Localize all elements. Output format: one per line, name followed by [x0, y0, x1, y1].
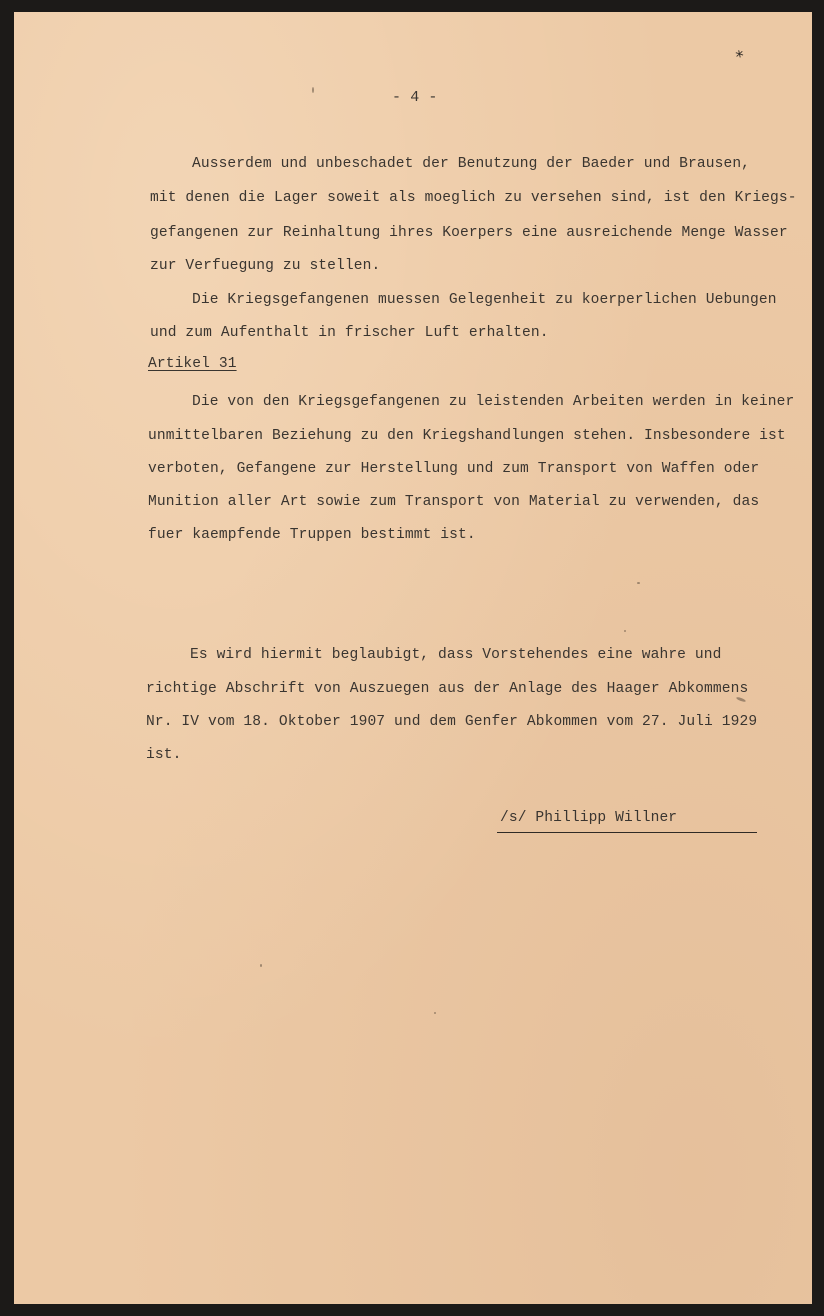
article-line: Die von den Kriegsgefangenen zu leistenden Arbeiten werden in keiner	[192, 394, 795, 410]
signature-line	[497, 832, 757, 833]
paper-speck	[624, 630, 626, 632]
certification-line: Nr. IV vom 18. Oktober 1907 und dem Genfer Abkommen vom 27. Juli 1929	[146, 714, 758, 730]
certification-line: Es wird hiermit beglaubigt, dass Vorstehendes eine wahre und	[190, 647, 722, 663]
body-line: Die Kriegsgefangenen muessen Gelegenheit zu koerperlichen Uebungen	[192, 292, 777, 308]
paper-speck	[260, 964, 262, 967]
body-line: Ausserdem und unbeschadet der Benutzung der Baeder und Brausen,	[192, 156, 751, 172]
article-line: unmittelbaren Beziehung zu den Kriegshandlungen stehen. Insbesondere ist	[148, 428, 786, 444]
article-line: fuer kaempfende Truppen bestimmt ist.	[148, 527, 476, 543]
body-line: zur Verfuegung zu stellen.	[150, 258, 381, 274]
paper-speck	[736, 696, 746, 702]
paper-speck	[637, 582, 640, 584]
body-line: und zum Aufenthalt in frischer Luft erhalten.	[150, 325, 549, 341]
article-line: Munition aller Art sowie zum Transport von Material zu verwenden, das	[148, 494, 760, 510]
certification-line: richtige Abschrift von Auszuegen aus der Anlage des Haager Abkommens	[146, 681, 749, 697]
body-line: gefangenen zur Reinhaltung ihres Koerpers eine ausreichende Menge Wasser	[150, 225, 788, 241]
article-line: verboten, Gefangene zur Herstellung und zum Transport von Waffen oder	[148, 461, 760, 477]
signature: /s/ Phillipp Willner	[500, 810, 678, 826]
page-number: - 4 -	[392, 89, 438, 106]
certification-line: ist.	[146, 747, 182, 763]
article-heading: Artikel 31	[148, 356, 237, 372]
paper-speck	[434, 1012, 436, 1014]
body-line: mit denen die Lager soweit als moeglich zu versehen sind, ist den Kriegs-	[150, 190, 797, 206]
corner-mark: *	[734, 46, 746, 67]
paper-speck	[312, 87, 314, 93]
